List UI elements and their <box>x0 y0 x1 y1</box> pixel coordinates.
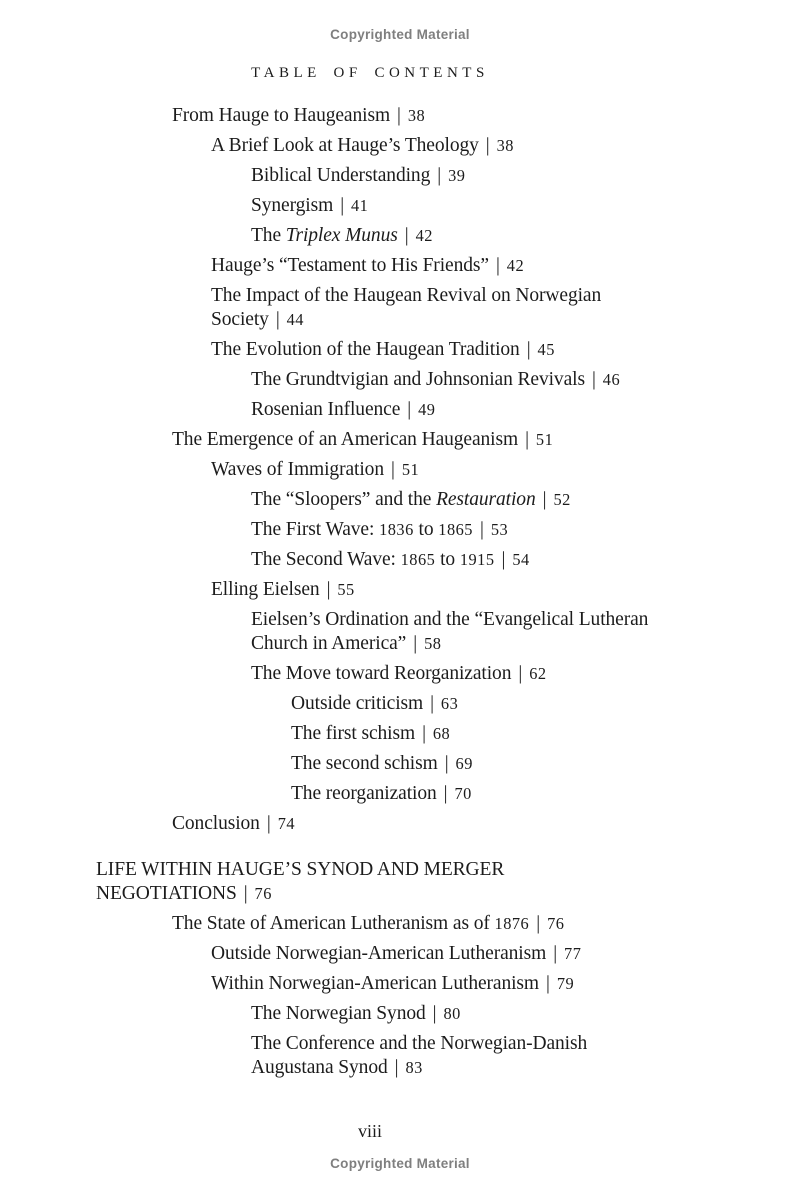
toc-entry-title: The Norwegian Synod <box>251 1003 426 1024</box>
toc-entry-line <box>251 662 800 686</box>
toc-entry-title: The Grundtvigian and Johnsonian Revivals <box>251 369 585 390</box>
toc-entry-line <box>172 428 800 452</box>
page-number: 74 <box>277 814 296 833</box>
toc-entry-line <box>211 254 800 278</box>
page-number: 80 <box>443 1004 461 1023</box>
oldstyle-number: 1865 <box>400 550 436 569</box>
separator-bar: | <box>394 1057 399 1078</box>
toc-entry-title: Biblical Understanding <box>251 165 431 186</box>
toc-entry <box>0 662 800 686</box>
page-number: 51 <box>535 430 554 449</box>
toc-entry <box>0 194 800 218</box>
oldstyle-number: 1876 <box>494 914 530 933</box>
toc-entry <box>0 134 800 158</box>
toc-entry <box>0 164 800 188</box>
separator-bar: | <box>485 135 490 156</box>
toc-entry-line <box>211 458 800 482</box>
separator-bar: | <box>404 225 409 246</box>
page-number: 77 <box>564 944 582 963</box>
toc-entry-title: Augustana Synod <box>251 1057 388 1078</box>
toc-entry-title: Rosenian Influence <box>251 399 401 420</box>
toc-entry <box>0 752 800 776</box>
separator-bar: | <box>542 489 547 510</box>
separator-bar: | <box>495 255 500 276</box>
toc-entry-title: Outside criticism <box>291 693 424 714</box>
separator-bar: | <box>480 519 484 540</box>
separator-bar: | <box>501 549 506 570</box>
separator-bar: | <box>525 429 529 450</box>
toc-entry <box>0 1002 800 1026</box>
toc-entry-title: LIFE WITHIN HAUGE’S SYNOD AND MERGER <box>96 859 505 880</box>
toc-entry <box>0 224 800 248</box>
toc-entry-title: Synergism <box>251 195 334 216</box>
toc-entry-title: NEGOTIATIONS <box>96 883 237 904</box>
separator-bar: | <box>340 195 344 216</box>
toc-entry-line <box>251 632 800 656</box>
separator-bar: | <box>397 105 401 126</box>
toc-list <box>0 104 800 1086</box>
separator-bar: | <box>518 663 523 684</box>
toc-entry-line <box>172 812 800 836</box>
toc-entry-line <box>251 548 800 572</box>
toc-entry-title: Eielsen’s Ordination and the “Evangelical Lutheran <box>251 609 649 630</box>
page-number: 49 <box>418 400 436 419</box>
toc-entry-line <box>96 858 800 882</box>
toc-entry <box>0 104 800 128</box>
toc-entry-line <box>211 942 800 966</box>
oldstyle-number: 1865 <box>438 520 473 539</box>
toc-entry-title: From Hauge to Haugeanism <box>172 105 391 126</box>
toc-entry-line <box>96 882 800 906</box>
toc-entry <box>0 428 800 452</box>
toc-entry-title: The <box>251 225 286 246</box>
toc-entry-title: The First Wave: 1836 to 1865 <box>251 519 473 540</box>
toc-entry-line <box>211 338 800 362</box>
toc-entry <box>0 284 800 332</box>
page-number: 53 <box>490 520 509 539</box>
toc-entry-line <box>251 398 800 422</box>
page-number: 52 <box>553 490 571 509</box>
toc-entry <box>0 942 800 966</box>
separator-bar: | <box>432 1003 437 1024</box>
page-number: 76 <box>254 884 272 903</box>
toc-entry-title: The first schism <box>291 723 416 744</box>
toc-entry-line <box>251 224 800 248</box>
page-number: 55 <box>337 580 355 599</box>
separator-bar: | <box>553 943 558 964</box>
toc-entry-line <box>251 608 800 632</box>
toc-entry-line <box>291 752 800 776</box>
toc-entry-line <box>251 368 800 392</box>
page-number: 83 <box>405 1058 423 1077</box>
separator-bar: | <box>266 813 271 834</box>
page-number: 38 <box>407 106 426 125</box>
toc-entry-title: The Impact of the Haugean Revival on Norwegian <box>211 285 602 306</box>
oldstyle-number: 1836 <box>379 520 414 539</box>
separator-bar: | <box>407 399 412 420</box>
toc-entry-line <box>291 692 800 716</box>
separator-bar: | <box>536 913 541 934</box>
page-number: 79 <box>556 974 575 993</box>
toc-entry-line <box>211 578 800 602</box>
toc-entry-title: The “Sloopers” and the <box>251 489 437 510</box>
toc-entry <box>0 812 800 836</box>
page-number: 42 <box>506 256 525 275</box>
toc-entry <box>0 398 800 422</box>
toc-entry-title: The Conference and the Norwegian-Danish <box>251 1033 588 1054</box>
separator-bar: | <box>430 693 434 714</box>
toc-entry-line <box>251 488 800 512</box>
toc-entry-title-italic: Restauration <box>436 489 536 510</box>
toc-entry-title: A Brief Look at Hauge’s Theology <box>211 135 479 156</box>
toc-entry-title: The reorganization <box>291 783 437 804</box>
page-number: 38 <box>496 136 514 155</box>
toc-entry <box>0 368 800 392</box>
toc-entry <box>0 254 800 278</box>
page-number: 62 <box>529 664 547 683</box>
separator-bar: | <box>390 459 395 480</box>
page-number: 69 <box>455 754 473 773</box>
toc-entry-title: Hauge’s “Testament to His Friends” <box>211 255 489 276</box>
separator-bar: | <box>413 633 418 654</box>
separator-bar: | <box>546 973 550 994</box>
separator-bar: | <box>443 783 448 804</box>
page-number: 68 <box>432 724 451 743</box>
separator-bar: | <box>243 883 248 904</box>
toc-entry-title: Waves of Immigration <box>211 459 384 480</box>
separator-bar: | <box>437 165 442 186</box>
toc-entry-line <box>211 284 800 308</box>
toc-entry <box>0 782 800 806</box>
separator-bar: | <box>275 309 280 330</box>
page-number: 39 <box>448 166 466 185</box>
page-number: 63 <box>440 694 459 713</box>
toc-entry-line <box>211 972 800 996</box>
toc-entry-line <box>251 164 800 188</box>
toc-entry-title: The Second Wave: 1865 to 1915 <box>251 549 495 570</box>
separator-bar: | <box>591 369 596 390</box>
page-number: 45 <box>537 340 555 359</box>
toc-entry-title: Conclusion <box>172 813 260 834</box>
toc-entry-line <box>251 194 800 218</box>
toc-entry-title: The Emergence of an American Haugeanism <box>172 429 519 450</box>
copyright-notice-top: Copyrighted Material <box>330 27 470 42</box>
toc-entry-line <box>251 1002 800 1026</box>
toc-entry-line <box>211 134 800 158</box>
toc-entry <box>0 548 800 572</box>
toc-entry-line <box>291 782 800 806</box>
toc-entry <box>0 578 800 602</box>
toc-entry <box>0 518 800 542</box>
toc-entry <box>0 458 800 482</box>
toc-entry-title: The Evolution of the Haugean Tradition <box>211 339 520 360</box>
toc-entry <box>0 972 800 996</box>
toc-chapter-entry <box>0 858 800 906</box>
oldstyle-number: 1915 <box>459 550 495 569</box>
toc-entry-title: The Move toward Reorganization <box>251 663 512 684</box>
separator-bar: | <box>526 339 531 360</box>
page-number: 54 <box>512 550 530 569</box>
page-number: 42 <box>415 226 433 245</box>
toc-entry <box>0 338 800 362</box>
separator-bar: | <box>444 753 449 774</box>
toc-entry-title: The second schism <box>291 753 438 774</box>
separator-bar: | <box>326 579 331 600</box>
page-title: TABLE OF CONTENTS <box>251 65 489 81</box>
page-number: 58 <box>424 634 442 653</box>
toc-entry-line <box>211 308 800 332</box>
toc-entry <box>0 488 800 512</box>
toc-entry-title: Within Norwegian-American Lutheranism <box>211 973 539 994</box>
page-number: 51 <box>401 460 420 479</box>
toc-entry-line <box>172 912 800 936</box>
toc-entry-line <box>172 104 800 128</box>
page-number: 41 <box>351 196 369 215</box>
toc-entry <box>0 692 800 716</box>
toc-entry-line <box>251 518 800 542</box>
toc-entry-line <box>251 1032 800 1056</box>
toc-entry-title: The State of American Lutheranism as of 1876 <box>172 913 530 934</box>
page-number: 46 <box>602 370 621 389</box>
toc-entry <box>0 608 800 656</box>
toc-entry-line <box>291 722 800 746</box>
toc-entry-title: Elling Eielsen <box>211 579 320 600</box>
toc-entry-title: Society <box>211 309 269 330</box>
toc-entry-title-italic: Triplex Munus <box>285 225 398 246</box>
toc-entry-title: Church in America” <box>251 633 407 654</box>
separator-bar: | <box>422 723 426 744</box>
toc-entry-title: Outside Norwegian-American Lutheranism <box>211 943 547 964</box>
page-number: 76 <box>547 914 565 933</box>
copyright-notice-bottom: Copyrighted Material <box>330 1156 470 1171</box>
page-number: 70 <box>454 784 472 803</box>
page-number: 44 <box>286 310 304 329</box>
toc-entry <box>0 722 800 746</box>
toc-entry-line <box>251 1056 800 1080</box>
toc-entry <box>0 912 800 936</box>
folio-page-number: viii <box>357 1121 382 1141</box>
toc-entry <box>0 1032 800 1080</box>
